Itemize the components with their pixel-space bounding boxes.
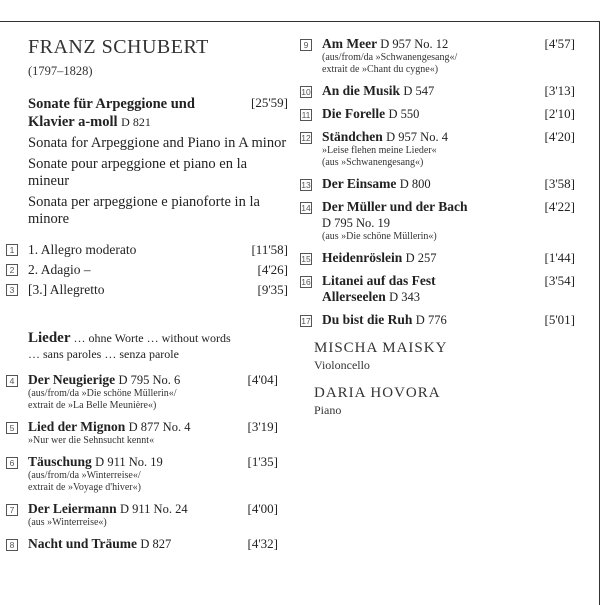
top-rule [0, 21, 600, 22]
track-number-box: 7 [6, 504, 18, 516]
movement-label: [3.] Allegretto [28, 282, 105, 297]
track-title-text: Der Neugierige [28, 372, 116, 387]
track-item [6, 372, 278, 412]
track-number-box: 2 [6, 264, 18, 276]
track-catalog: D 776 [415, 313, 447, 327]
track-title-text: Litanei auf das Fest Allerseelen [322, 273, 436, 304]
track-title-text: Du bist die Ruh [322, 312, 413, 327]
track-note: »Leise flehen meine Lieder« [322, 145, 437, 156]
track-number-box: 14 [301, 203, 311, 213]
track-title [322, 199, 575, 215]
movement-item [6, 242, 288, 262]
track-duration: [4'57] [544, 36, 575, 51]
track-note: (aus »Die schöne Müllerin«) [322, 231, 437, 242]
track-note: (aus »Winterreise«) [28, 517, 107, 528]
track-item [6, 501, 278, 529]
movement-list [6, 242, 288, 302]
performer-piano [314, 385, 585, 418]
track-duration: [4'20] [544, 129, 575, 144]
sonata-title [28, 95, 228, 131]
track-number-box: 5 [6, 422, 18, 434]
track-item [300, 273, 575, 305]
movement-label: 1. Allegro moderato [28, 242, 137, 257]
track-item [6, 419, 278, 447]
track-title [322, 129, 575, 145]
track-number-box: 16 [301, 277, 311, 287]
movement-duration: [11'58] [251, 242, 288, 257]
performer-name: MISCHA MAISKY [314, 340, 448, 356]
track-duration: [4'22] [544, 199, 575, 214]
track-title-text: Die Forelle [322, 106, 386, 121]
track-title [322, 106, 575, 122]
composer-name: FRANZ SCHUBERT [28, 36, 209, 58]
track-catalog: D 877 No. 4 [128, 420, 191, 434]
track-note: extrait de »Voyage d'hiver«) [28, 482, 141, 493]
performer-instrument: Piano [314, 403, 342, 417]
track-item [300, 176, 575, 192]
track-number-box: 4 [6, 375, 18, 387]
track-title [28, 419, 278, 435]
track-title-text: An die Musik [322, 83, 401, 98]
track-duration: [4'00] [247, 501, 278, 516]
track-item [300, 250, 575, 266]
track-number-box: 12 [301, 133, 311, 143]
track-title [28, 454, 278, 470]
track-catalog: D 827 [140, 537, 172, 551]
track-catalog: D 343 [389, 290, 421, 304]
performer-instrument: Violoncello [314, 358, 370, 372]
sonata-catalog: D 821 [121, 115, 151, 129]
track-duration: [3'13] [544, 83, 575, 98]
track-title-text: Täuschung [28, 454, 92, 469]
track-number-box: 1 [6, 244, 18, 256]
track-catalog: D 911 No. 24 [119, 502, 188, 516]
track-note: (aus »Schwanengesang«) [322, 157, 424, 168]
track-title-text: Der Leiermann [28, 501, 117, 516]
lieder-heading [28, 330, 288, 362]
track-item [300, 129, 575, 169]
song-list-left [9, 372, 288, 552]
track-title [322, 83, 575, 99]
track-number-box: 17 [301, 316, 311, 326]
track-catalog: D 795 No. 6 [118, 373, 181, 387]
track-item [6, 454, 278, 494]
track-catalog: D 957 No. 4 [386, 130, 448, 144]
track-item [300, 36, 575, 76]
track-catalog: D 257 [405, 251, 437, 265]
track-title [322, 176, 575, 192]
lieder-title: Lieder [28, 330, 71, 346]
track-title [28, 501, 278, 517]
composer-lifespan: (1797–1828) [28, 64, 93, 78]
sonata-block [28, 95, 288, 228]
performer-cello [314, 340, 585, 373]
sonata-translation-en: Sonata for Arpeggione and Piano in A minor [28, 135, 287, 151]
movement-item [6, 262, 288, 282]
track-number-box: 9 [300, 39, 312, 51]
track-note: (aus/from/da »Winterreise«/ [28, 470, 141, 481]
track-number-box: 13 [301, 180, 311, 190]
track-item [300, 199, 575, 243]
track-catalog: D 547 [403, 84, 435, 98]
track-note: (aus/from/da »Die schöne Müllerin«/ [28, 388, 177, 399]
track-number-box: 11 [301, 110, 311, 120]
track-catalog: D 911 No. 19 [95, 455, 163, 469]
track-title [28, 536, 278, 552]
track-title-text: Am Meer [322, 36, 377, 51]
track-title [28, 372, 278, 388]
movement-label: 2. Adagio – [28, 262, 91, 277]
track-duration: [1'35] [247, 454, 278, 469]
sonata-translation-fr: Sonate pour arpeggione et piano en la mineur [28, 156, 248, 189]
track-duration: [3'54] [544, 273, 575, 288]
sonata-title-text: Sonate für Arpeggione und Klavier a-moll [28, 96, 195, 130]
track-item [6, 536, 278, 552]
track-number-box: 6 [6, 457, 18, 469]
track-title [322, 250, 575, 266]
track-catalog-line [322, 215, 575, 231]
track-item [300, 106, 575, 122]
track-note: extrait de »Chant du cygne«) [322, 64, 439, 75]
track-catalog: D 550 [388, 107, 420, 121]
track-duration: [3'58] [544, 176, 575, 191]
track-title-text: Lied der Mignon [28, 419, 126, 434]
track-title [322, 312, 575, 328]
left-column [9, 36, 288, 559]
track-title [322, 273, 472, 305]
movement-duration: [4'26] [257, 262, 288, 277]
sonata-translation-it: Sonata per arpeggione e pianoforte in la minore [28, 194, 260, 227]
track-catalog: D 795 No. 19 [322, 216, 391, 230]
track-title-text: Der Müller und der Bach [322, 199, 468, 214]
track-duration: [2'10] [544, 106, 575, 121]
track-number-box: 10 [301, 87, 311, 97]
lieder-subtitle-1: … ohne Worte … without words [70, 331, 231, 345]
track-duration: [1'44] [544, 250, 575, 265]
lieder-subtitle-2: … sans paroles … senza parole [28, 347, 179, 361]
track-number-box: 8 [6, 539, 18, 551]
track-title-text: Heidenröslein [322, 250, 403, 265]
track-duration: [4'32] [247, 536, 278, 551]
track-note: »Nur wer die Sehnsucht kennt« [28, 435, 155, 446]
sonata-duration: [25'59] [250, 95, 288, 110]
right-column [300, 36, 585, 418]
track-catalog: D 800 [399, 177, 431, 191]
track-number-box: 3 [6, 284, 18, 296]
track-title-text: Ständchen [322, 129, 383, 144]
track-duration: [3'19] [247, 419, 278, 434]
track-number-box: 15 [301, 254, 311, 264]
track-catalog: D 957 No. 12 [380, 37, 449, 51]
track-title-text: Nacht und Träume [28, 536, 138, 551]
track-duration: [4'04] [247, 372, 278, 387]
track-note: (aus/from/da »Schwanengesang«/ [322, 52, 458, 63]
track-note: extrait de »La Belle Meunière«) [28, 400, 157, 411]
track-item [300, 312, 575, 328]
track-item [300, 83, 575, 99]
track-title [322, 36, 575, 52]
track-duration: [5'01] [544, 312, 575, 327]
movement-duration: [9'35] [257, 282, 288, 297]
movement-item [6, 282, 288, 302]
track-title-text: Der Einsame [322, 176, 397, 191]
performer-name: DARIA HOVORA [314, 385, 441, 401]
